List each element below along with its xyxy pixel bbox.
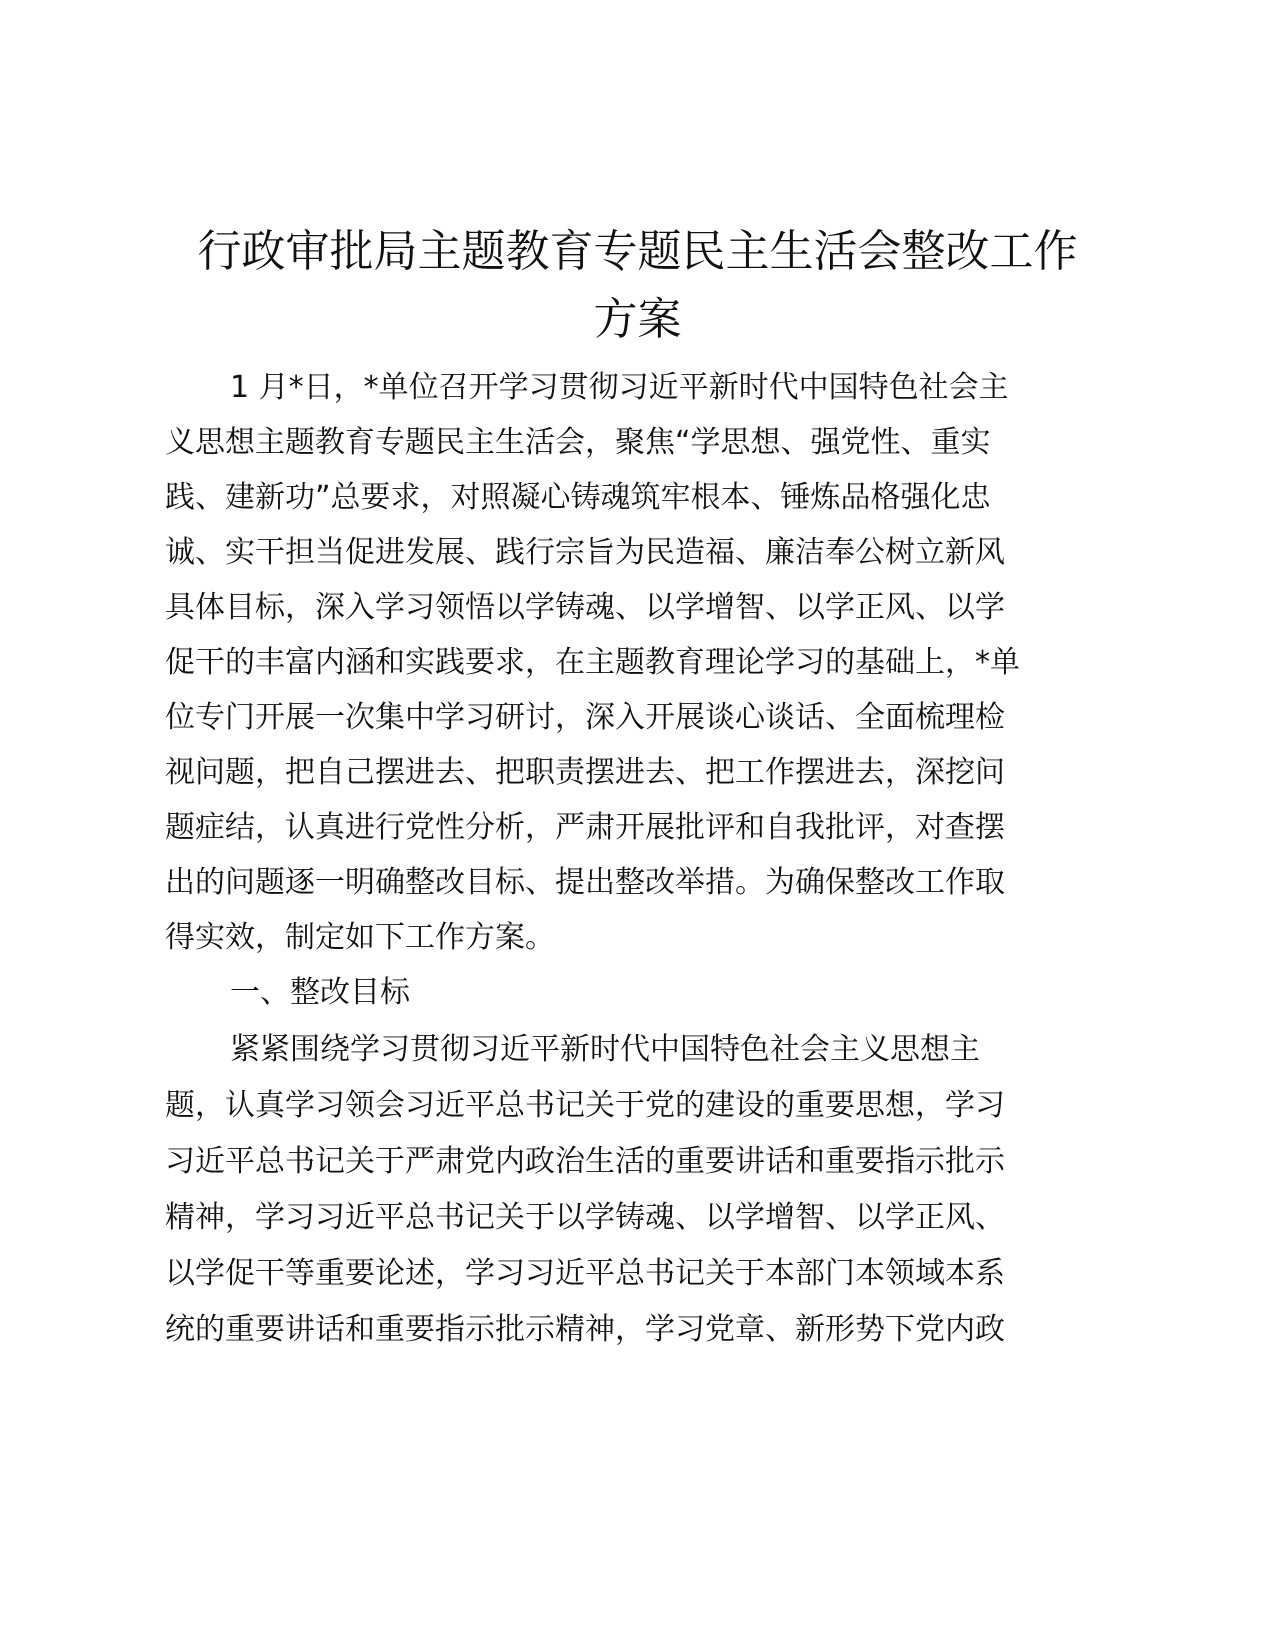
paragraph-1-line-1: 1 月*日，*单位召开学习贯彻习近平新时代中国特色社会主: [230, 370, 1009, 405]
paragraph-1-line-4: 诚、实干担当促进发展、践行宗旨为民造福、廉洁奉公树立新风: [165, 535, 1005, 570]
document-title-line-2: 方案: [593, 294, 682, 345]
paragraph-2-line-1: 紧紧围绕学习贯彻习近平新时代中国特色社会主义思想主: [230, 1032, 980, 1067]
paragraph-2-line-2: 题，认真学习领会习近平总书记关于党的建设的重要思想，学习: [165, 1088, 1005, 1123]
paragraph-2-line-3: 习近平总书记关于严肃党内政治生活的重要讲话和重要指示批示: [165, 1144, 1005, 1179]
paragraph-1-line-7: 位专门开展一次集中学习研讨，深入开展谈心谈话、全面梳理检: [165, 700, 1005, 735]
paragraph-1-line-9: 题症结，认真进行党性分析，严肃开展批评和自我批评，对查摆: [165, 810, 1005, 845]
paragraph-2-line-6: 统的重要讲话和重要指示批示精神，学习党章、新形势下党内政: [165, 1312, 1005, 1347]
section-heading: 一、整改目标: [230, 975, 410, 1010]
paragraph-1-line-2: 义思想主题教育专题民主生活会，聚焦“学思想、强党性、重实: [165, 425, 991, 460]
paragraph-1-line-11: 得实效，制定如下工作方案。: [165, 920, 555, 955]
paragraph-1-line-3: 践、建新功”总要求，对照凝心铸魂筑牢根本、锤炼品格强化忠: [165, 480, 991, 515]
paragraph-2-line-5: 以学促干等重要论述，学习习近平总书记关于本部门本领域本系: [165, 1256, 1005, 1291]
paragraph-1-line-8: 视问题，把自己摆进去、把职责摆进去、把工作摆进去，深挖问: [165, 755, 1005, 790]
paragraph-1-line-10: 出的问题逐一明确整改目标、提出整改举措。为确保整改工作取: [165, 865, 1005, 900]
paragraph-1-line-6: 促干的丰富内涵和实践要求，在主题教育理论学习的基础上，*单: [165, 645, 1020, 680]
document-title-line-1: 行政审批局主题教育专题民主生活会整改工作: [197, 226, 1078, 277]
paragraph-1-line-5: 具体目标，深入学习领悟以学铸魂、以学增智、以学正风、以学: [165, 590, 1005, 625]
paragraph-2-line-4: 精神，学习习近平总书记关于以学铸魂、以学增智、以学正风、: [165, 1200, 1005, 1235]
